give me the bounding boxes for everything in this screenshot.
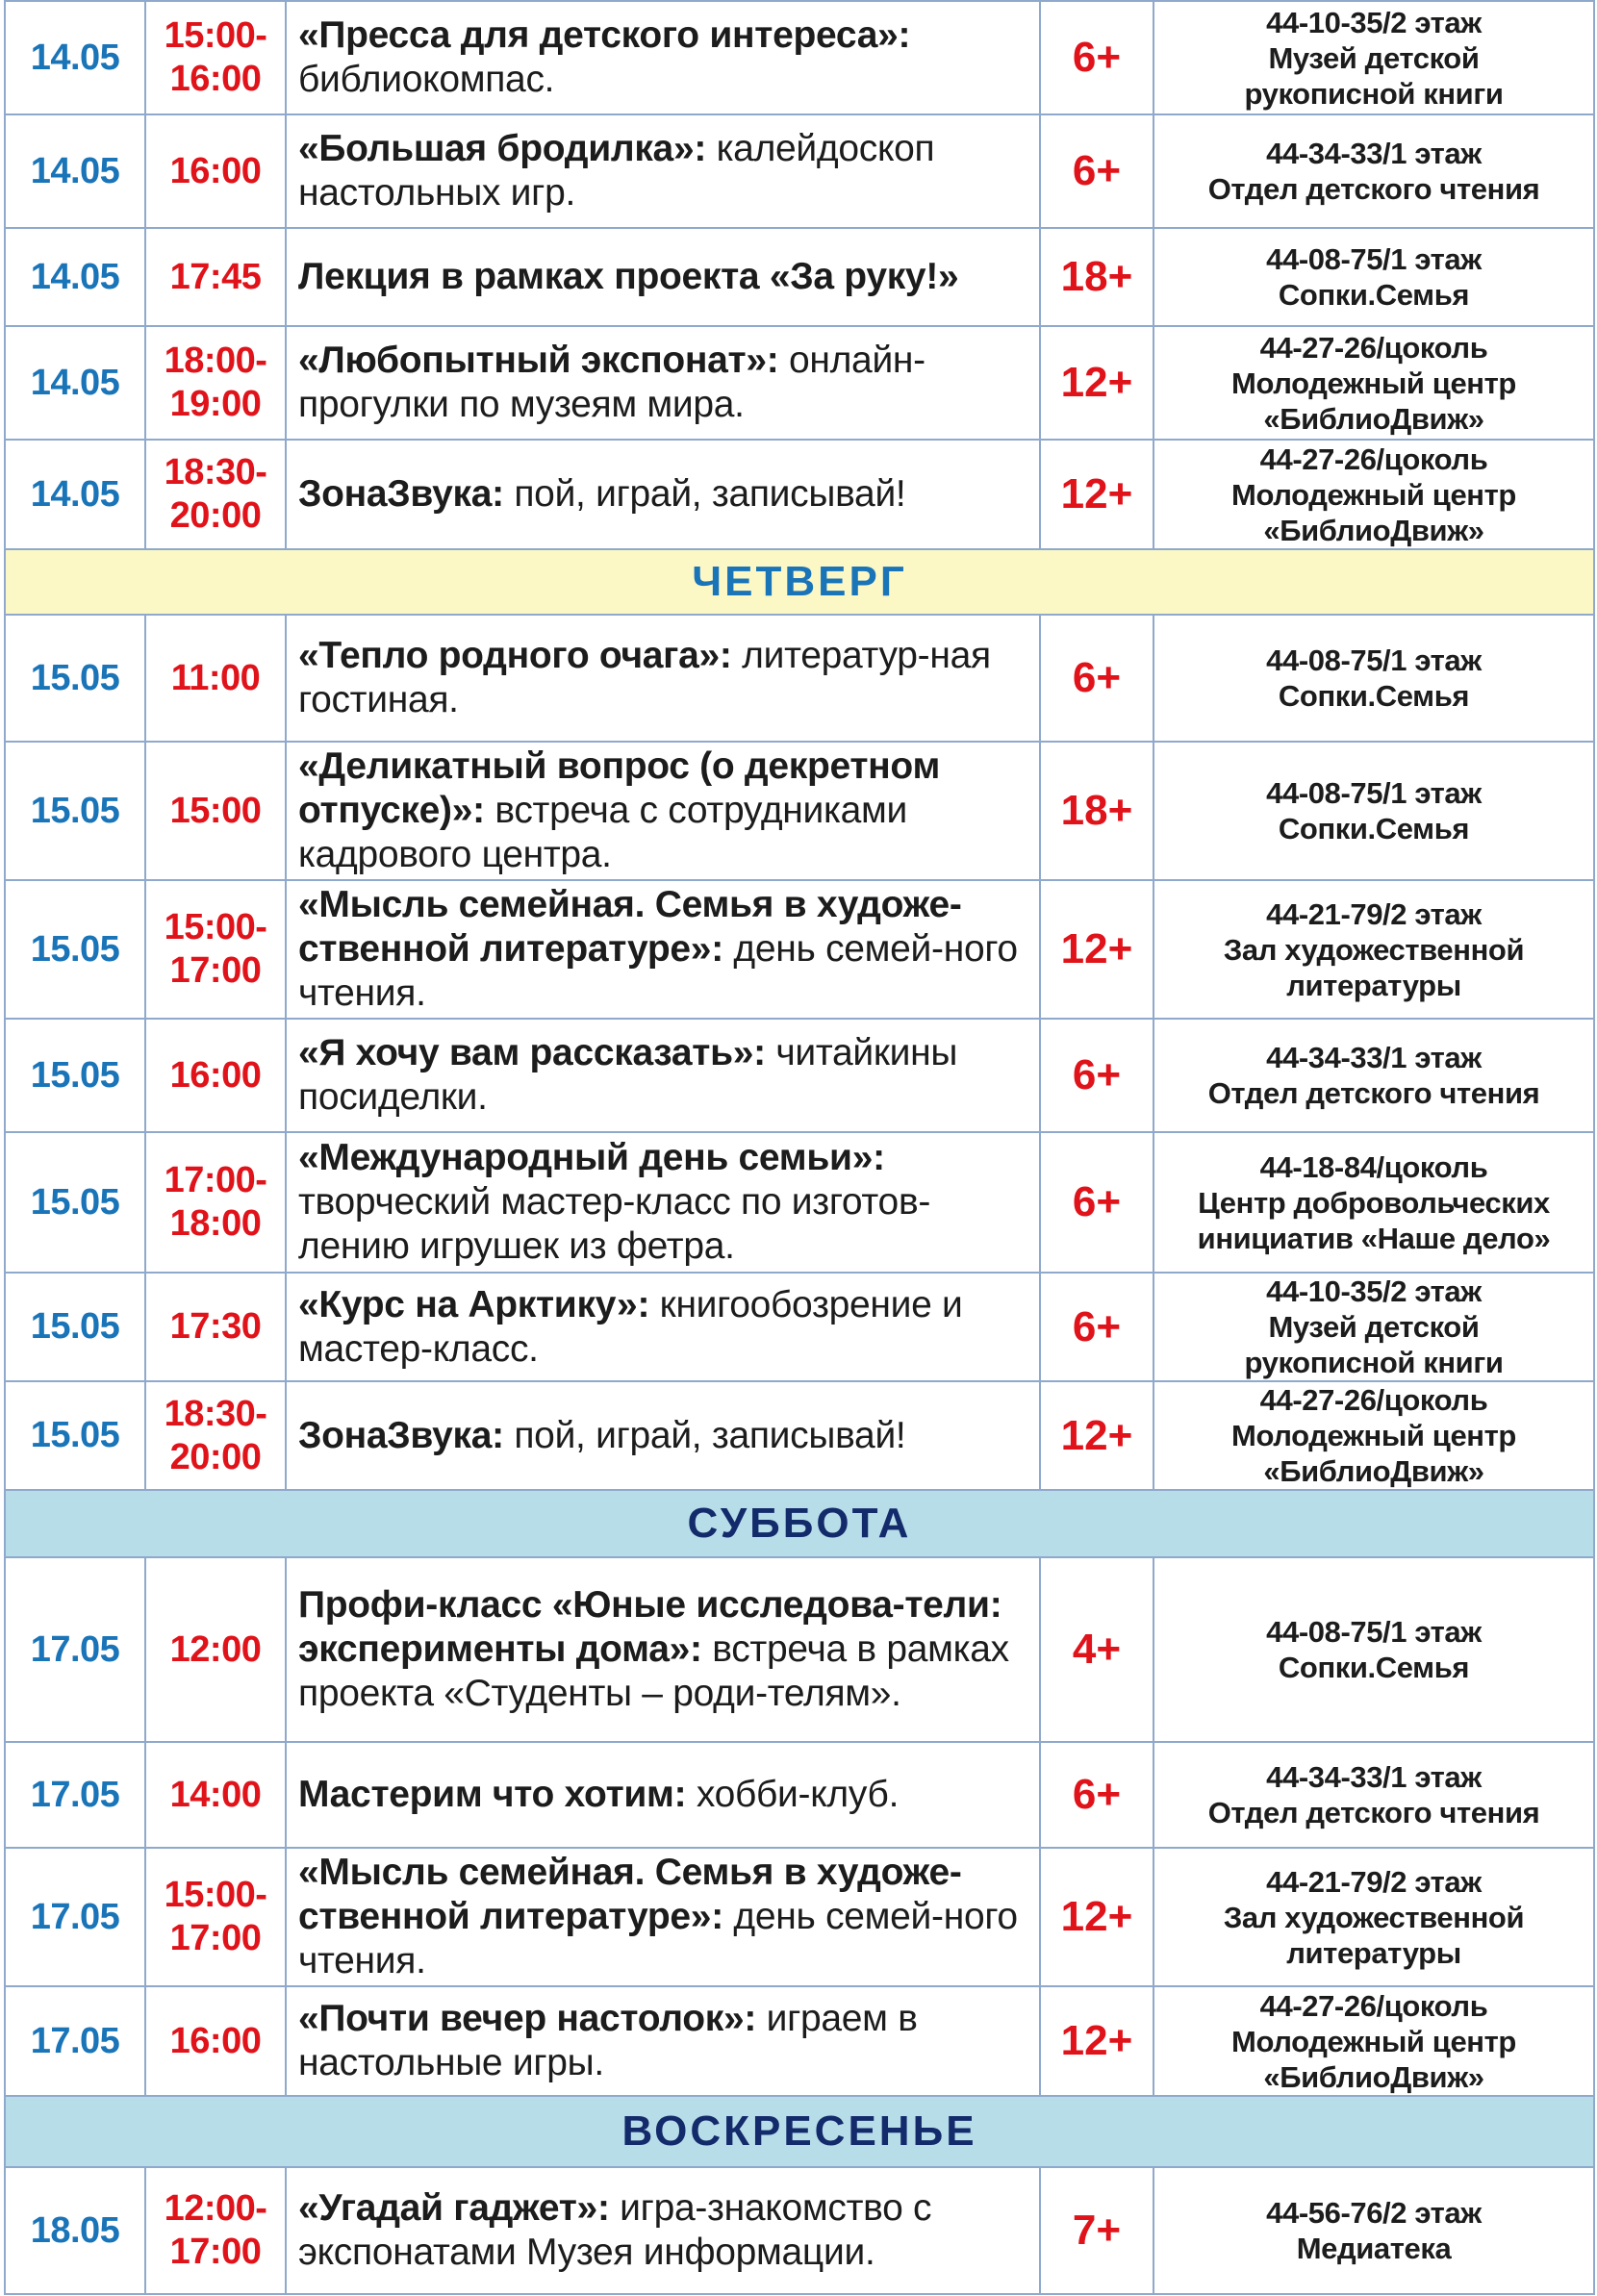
- event-date: 17.05: [5, 1848, 145, 1986]
- event-description: [286, 1986, 1040, 2096]
- event-location: 44-27-26/цоколь Молодежный центр «БиблиоДвиж»: [1153, 1381, 1594, 1490]
- event-location: 44-34-33/1 этаж Отдел детского чтения: [1153, 1742, 1594, 1848]
- event-details: хобби-клуб.: [686, 1774, 900, 1815]
- event-date: 15.05: [5, 1381, 145, 1490]
- event-title: «Курс на Арктику»:: [298, 1283, 650, 1325]
- event-details: творческий мастер-класс по изготов-лению игрушек из фетра.: [298, 1181, 931, 1267]
- table-row: [5, 2167, 1594, 2294]
- day-heading: ВОСКРЕСЕНЬЕ: [5, 2096, 1594, 2167]
- event-date: 15.05: [5, 1273, 145, 1381]
- event-location: 44-27-26/цоколь Молодежный центр «БиблиоДвиж»: [1153, 1986, 1594, 2096]
- event-location: 44-08-75/1 этаж Сопки.Семья: [1153, 228, 1594, 326]
- event-title: ЗонаЗвука:: [298, 1414, 504, 1456]
- event-time: 15:00- 17:00: [145, 1848, 286, 1986]
- event-title: «Большая бродилка»:: [298, 128, 707, 169]
- day-header-row: [5, 2096, 1594, 2167]
- event-time: 15:00- 17:00: [145, 880, 286, 1019]
- event-location: 44-34-33/1 этаж Отдел детского чтения: [1153, 114, 1594, 228]
- day-header-row: [5, 549, 1594, 615]
- event-description: [286, 1273, 1040, 1381]
- event-time: 15:00- 16:00: [145, 1, 286, 114]
- table-row: [5, 1986, 1594, 2096]
- event-date: 15.05: [5, 880, 145, 1019]
- event-title: «Любопытный экспонат»:: [298, 340, 779, 381]
- event-details: книгообозрение и мастер-класс.: [298, 1283, 963, 1370]
- event-time: 15:00: [145, 742, 286, 880]
- event-details: встреча в рамках проекта «Студенты – роди-телям».: [298, 1628, 1009, 1714]
- age-rating: 12+: [1040, 880, 1153, 1019]
- event-time: 16:00: [145, 114, 286, 228]
- table-row: [5, 114, 1594, 228]
- age-rating: 12+: [1040, 326, 1153, 440]
- event-date: 14.05: [5, 326, 145, 440]
- event-description: [286, 1381, 1040, 1490]
- event-time: 17:30: [145, 1273, 286, 1381]
- table-row: [5, 1557, 1594, 1742]
- event-date: 15.05: [5, 1019, 145, 1132]
- age-rating: 7+: [1040, 2167, 1153, 2294]
- event-details: онлайн-прогулки по музеям мира.: [298, 340, 925, 425]
- event-details: читайкины посиделки.: [298, 1032, 958, 1118]
- event-location: 44-08-75/1 этаж Сопки.Семья: [1153, 742, 1594, 880]
- event-description: [286, 1742, 1040, 1848]
- event-description: [286, 2167, 1040, 2294]
- event-description: [286, 742, 1040, 880]
- event-description: [286, 440, 1040, 549]
- day-heading: СУББОТА: [5, 1490, 1594, 1557]
- event-title: «Деликатный вопрос (о декретном отпуске)»:: [298, 745, 940, 831]
- event-location: 44-10-35/2 этаж Музей детской рукописной книги: [1153, 1273, 1594, 1381]
- event-details: день семей-ного чтения.: [298, 1896, 1018, 1981]
- event-date: 17.05: [5, 1986, 145, 2096]
- event-description: [286, 1132, 1040, 1273]
- age-rating: 18+: [1040, 228, 1153, 326]
- event-title: «Почти вечер настолок»:: [298, 1998, 757, 2039]
- event-time: 17:00- 18:00: [145, 1132, 286, 1273]
- event-details: играем в настольные игры.: [298, 1998, 918, 2083]
- table-row: [5, 1132, 1594, 1273]
- age-rating: 4+: [1040, 1557, 1153, 1742]
- event-date: 18.05: [5, 2167, 145, 2294]
- age-rating: 6+: [1040, 1019, 1153, 1132]
- event-title: «Международный день семьи»:: [298, 1137, 885, 1178]
- event-time: 17:45: [145, 228, 286, 326]
- table-row: [5, 1019, 1594, 1132]
- event-description: [286, 1, 1040, 114]
- day-heading: ЧЕТВЕРГ: [5, 549, 1594, 615]
- table-row: [5, 1381, 1594, 1490]
- event-date: 15.05: [5, 742, 145, 880]
- event-time: 12:00: [145, 1557, 286, 1742]
- event-description: [286, 228, 1040, 326]
- event-details: литератур-ная гостиная.: [298, 635, 991, 720]
- event-location: 44-21-79/2 этаж Зал художественной литературы: [1153, 880, 1594, 1019]
- age-rating: 6+: [1040, 1273, 1153, 1381]
- table-row: [5, 1273, 1594, 1381]
- event-details: встреча с сотрудниками кадрового центра.: [298, 790, 908, 875]
- event-description: [286, 1019, 1040, 1132]
- event-description: [286, 326, 1040, 440]
- event-details: пой, играй, записывай!: [503, 473, 906, 515]
- event-date: 14.05: [5, 228, 145, 326]
- age-rating: 6+: [1040, 114, 1153, 228]
- event-title: «Я хочу вам рассказать»:: [298, 1032, 766, 1073]
- table-row: [5, 1, 1594, 114]
- event-title: Профи-класс «Юные исследова-тели: эксперименты дома»:: [298, 1584, 1002, 1670]
- table-row: [5, 742, 1594, 880]
- event-description: [286, 1557, 1040, 1742]
- event-details: день семей-ного чтения.: [298, 928, 1018, 1014]
- event-description: [286, 880, 1040, 1019]
- table-row: [5, 1848, 1594, 1986]
- event-date: 14.05: [5, 114, 145, 228]
- event-details: пой, играй, записывай!: [503, 1414, 906, 1456]
- event-time: 18:30- 20:00: [145, 440, 286, 549]
- event-title: «Мысль семейная. Семья в художе-ственной литературе»:: [298, 884, 962, 970]
- event-title: ЗонаЗвука:: [298, 473, 504, 515]
- event-details: игра-знакомство с экспонатами Музея информации.: [298, 2187, 932, 2273]
- event-date: 15.05: [5, 1132, 145, 1273]
- event-date: 14.05: [5, 1, 145, 114]
- event-date: 17.05: [5, 1557, 145, 1742]
- age-rating: 18+: [1040, 742, 1153, 880]
- event-time: 11:00: [145, 615, 286, 742]
- event-location: 44-34-33/1 этаж Отдел детского чтения: [1153, 1019, 1594, 1132]
- day-header-row: [5, 1490, 1594, 1557]
- events-schedule-table: [4, 0, 1595, 2295]
- event-location: 44-10-35/2 этаж Музей детской рукописной книги: [1153, 1, 1594, 114]
- event-date: 14.05: [5, 440, 145, 549]
- event-location: 44-27-26/цоколь Молодежный центр «БиблиоДвиж»: [1153, 326, 1594, 440]
- event-location: 44-08-75/1 этаж Сопки.Семья: [1153, 615, 1594, 742]
- age-rating: 12+: [1040, 1848, 1153, 1986]
- table-row: [5, 1742, 1594, 1848]
- event-title: Мастерим что хотим:: [298, 1774, 687, 1815]
- table-row: [5, 440, 1594, 549]
- event-location: 44-56-76/2 этаж Медиатека: [1153, 2167, 1594, 2294]
- event-description: [286, 1848, 1040, 1986]
- event-description: [286, 114, 1040, 228]
- event-location: 44-21-79/2 этаж Зал художественной литературы: [1153, 1848, 1594, 1986]
- table-row: [5, 615, 1594, 742]
- event-time: 16:00: [145, 1986, 286, 2096]
- age-rating: 12+: [1040, 1381, 1153, 1490]
- event-title: Лекция в рамках проекта «За руку!»: [298, 256, 959, 297]
- event-time: 14:00: [145, 1742, 286, 1848]
- event-title: «Пресса для детского интереса»:: [298, 14, 911, 56]
- table-row: [5, 228, 1594, 326]
- event-details: библиокомпас.: [298, 59, 555, 100]
- age-rating: 12+: [1040, 1986, 1153, 2096]
- age-rating: 6+: [1040, 1742, 1153, 1848]
- event-title: «Угадай гаджет»:: [298, 2187, 610, 2229]
- event-title: «Тепло родного очага»:: [298, 635, 732, 676]
- age-rating: 12+: [1040, 440, 1153, 549]
- event-time: 12:00- 17:00: [145, 2167, 286, 2294]
- event-location: 44-08-75/1 этаж Сопки.Семья: [1153, 1557, 1594, 1742]
- event-details: калейдоскоп настольных игр.: [298, 128, 935, 214]
- table-row: [5, 880, 1594, 1019]
- event-date: 15.05: [5, 615, 145, 742]
- event-date: 17.05: [5, 1742, 145, 1848]
- age-rating: 6+: [1040, 1, 1153, 114]
- event-time: 18:30- 20:00: [145, 1381, 286, 1490]
- table-row: [5, 326, 1594, 440]
- age-rating: 6+: [1040, 615, 1153, 742]
- event-location: 44-27-26/цоколь Молодежный центр «БиблиоДвиж»: [1153, 440, 1594, 549]
- event-time: 18:00- 19:00: [145, 326, 286, 440]
- event-description: [286, 615, 1040, 742]
- event-time: 16:00: [145, 1019, 286, 1132]
- event-title: «Мысль семейная. Семья в художе-ственной литературе»:: [298, 1852, 962, 1937]
- age-rating: 6+: [1040, 1132, 1153, 1273]
- event-location: 44-18-84/цоколь Центр добровольческих инициатив «Наше дело»: [1153, 1132, 1594, 1273]
